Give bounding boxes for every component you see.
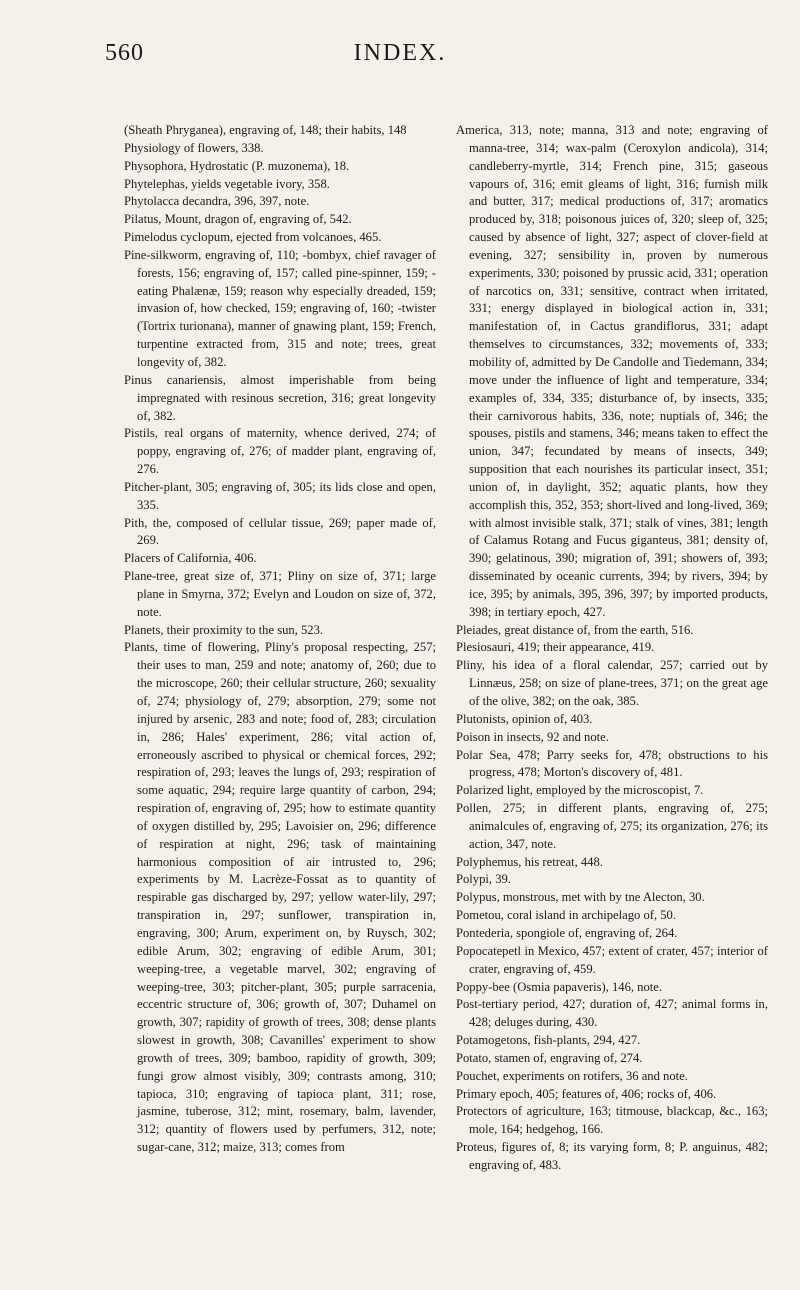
index-entry: Polypi, 39. [456,872,511,887]
index-entry: Primary epoch, 405; features of, 406; rocks of, 406. [456,1086,717,1101]
index-entry: Poison in insects, 92 and note. [456,729,609,744]
index-entry: Plane-tree, great size of, 371; Pliny on size of, 371; large plane in Smyrna, 372; Evelyn and Loudon on size of, 372, note. [124,569,436,619]
index-entry: Phytolacca decandra, 396, 397, note. [124,194,310,209]
index-entry: Pleiades, great distance of, from the earth, 516. [456,622,694,637]
index-entry: Pollen, 275; in different plants, engraving of, 275; animalcules of, engraving of, 275; its organization, 276; its action, 347, note. [456,801,768,851]
index-entry: Physophora, Hydrostatic (P. muzonema), 18. [124,158,350,173]
index-entry: Plants, time of flowering, Pliny's proposal respecting, 257; their uses to man, 259 and note; anatomy of, 260; due to the microscope, 260; their cellular structure, 260; sexuality of, 274; physiology of, 279; absorption, 279; some not injured by arsenic, 283 and note; food of, 283; circulation in, 286; Hales' experiment, 286; vital action of, erroneously ascribed to physical or chemical forces, 292; respiration of, 293; leaves the lungs of, 293; respiration of some aquatic, 294; require large quantity of carbon, 294; respiration of, engraving of, 295; how to estimate quantity of oxygen distilled by, 295; Lavoisier on, 296; difference of respiration at night, 296; task of maintaining harmonious composition of air intrusted to, 296; experiments by M. Lacrèze-Fossat as to quantity of respirable gas discharged by, 297; yellow water-lily, 297; transpiration in, 297; sunflower, transpiration in, engraving, 300; Arum, experiment on, by Ruysch, 302; edible Arum, 302; engraving of edible Arum, 301; weeping-tree, a vegetable marvel, 302; engraving of weeping-tree, 303; pitcher-plant, 305; purple sarracenia, eccentric structure of, 306; growth of, 307; Duhamel on growth, 307; rapidity of growth of trees, 308; dense plants slowest in growth, 308; Cavanilles' experiment to show growth of trees, 309; bamboo, rapidity of growth, 309; fungi grow almost visibly, 309; contrasts among, 310; tapioca, 310; engraving of tapioca plant, 311; rose, jasmine, tuberose, 312; mint, rosemary, balm, lavender, 312; quantity of flowers used by perfumers, 312, note; sugar-cane, 312; maize, 313; comes from [124,640,436,1155]
index-entry: Potato, stamen of, engraving of, 274. [456,1050,643,1065]
index-column-left [124,122,436,1157]
index-entry: Pouchet, experiments on rotifers, 36 and note. [456,1068,688,1083]
index-entry: Pometou, coral island in archipelago of, 50. [456,908,676,923]
index-column-right [456,122,768,1175]
index-entry: Pontederia, spongiole of, engraving of, 264. [456,925,678,940]
index-entry: Pine-silkworm, engraving of, 110; -bombyx, chief ravager of forests, 156; engraving of, 157; called pine-spinner, 159; -eating Phalænæ, 159; reason why especially dreaded, 159; invasion of, how checked, 159; engraving of, 160; -twister (Tortrix turionana), manner of gnawing plant, 159; French, turpentine extracted from, 315 and note; trees, great longevity of, 382. [124,247,436,369]
page-title: INDEX. [353,40,447,66]
index-entry: Pitcher-plant, 305; engraving of, 305; its lids close and open, 335. [124,479,436,512]
page-number: 560 [105,40,144,66]
index-entry: Pith, the, composed of cellular tissue, 269; paper made of, 269. [124,515,436,548]
index-entry: America, 313, note; manna, 313 and note; engraving of manna-tree, 314; wax-palm (Ceroxylon andicola), 314; candleberry-myrtle, 314; French pine, 315; gaseous vapours of, 316; emit gleams of light, 316; furnish milk and butter, 317; medical productions of, 317; aromatics produced by, 318; poisonous juices of, 320; sleep of, 325; caused by absence of light, 327; aspect of clover-field at evening, 327; sensibility in, proven by numerous experiments, 330; poisoned by prussic acid, 331; operation of narcotics on, 331; sensitive, contract when irritated, 331; energy displayed in biological action in, 331; manifestation of, in Cactus grandiflorus, 331; adapt themselves to circumstances, 332; movements of, 333; mobility of, admitted by De Candolle and Tiedemann, 334; move under the influence of light and temperature, 334; examples of, 334, 335; disturbance of, by insects, 335; their carnivorous habits, 336, note; nuptials of, 346; the spouses, pistils and stamens, 346; means taken to effect the union, 347; fecundated by means of insects, 349; supposition that each nourishes its particular insect, 351; union of, in daylight, 352; aquatic plants, how they accomplish this, 352, 353; short-lived and long-lived, 369; with almost invisible stalk, 371; stalk of vines, 381; length of Calamus Rotang and Fucus giganteus, 381; density of, 390; gelatinous, 390; migration of, 391; showers of, 393; disseminated by oceanic currents, 394; by rivers, 394; by ice, 395; by animals, 395, 396, 397; by imported products, 398; in tertiary epoch, 427. [456,123,768,619]
index-entry: Protectors of agriculture, 163; titmouse, blackcap, &c., 163; mole, 164; hedgehog, 166. [456,1104,768,1137]
index-entry: Phytelephas, yields vegetable ivory, 358. [124,176,330,191]
index-entry: Physiology of flowers, 338. [124,140,264,155]
index-entry: Popocatepetl in Mexico, 457; extent of crater, 457; interior of crater, engraving of, 459. [456,943,768,976]
index-entry: Polypus, monstrous, met with by tne Alecton, 30. [456,890,705,905]
index-entry: Pinus canariensis, almost imperishable from being impregnated with resinous secretion, 316; great longevity of, 382. [124,372,436,423]
index-entry: Potamogetons, fish-plants, 294, 427. [456,1033,641,1048]
index-entry: Pistils, real organs of maternity, whence derived, 274; of poppy, engraving of, 276; of madder plant, engraving of, 276. [124,426,436,477]
index-entry: Proteus, figures of, 8; its varying form, 8; P. anguinus, 482; engraving of, 483. [456,1140,768,1172]
page-header [0,40,800,80]
index-entry: Planets, their proximity to the sun, 523. [124,622,324,637]
index-entry: Pilatus, Mount, dragon of, engraving of, 542. [124,212,352,227]
index-entry: Plesiosauri, 419; their appearance, 419. [456,640,655,655]
index-entry: Pliny, his idea of a floral calendar, 257; carried out by Linnæus, 258; on size of plane-trees, 371; on the great age of the olive, 382; on the oak, 385. [456,658,768,708]
index-entry: Placers of California, 406. [124,551,257,566]
index-entry: Polar Sea, 478; Parry seeks for, 478; obstructions to his progress, 478; Morton's discovery of, 481. [456,747,768,780]
index-entry: Polyphemus, his retreat, 448. [456,854,603,869]
index-entry: (Sheath Phryganea), engraving of, 148; their habits, 148 [124,123,407,137]
index-entry: Pimelodus cyclopum, ejected from volcanoes, 465. [124,230,382,245]
index-entry: Poppy-bee (Osmia papaveris), 146, note. [456,979,662,994]
index-entry: Plutonists, opinion of, 403. [456,711,593,726]
index-entry: Post-tertiary period, 427; duration of, 427; animal forms in, 428; deluges during, 430. [456,997,768,1030]
index-entry: Polarized light, employed by the microscopist, 7. [456,783,704,798]
